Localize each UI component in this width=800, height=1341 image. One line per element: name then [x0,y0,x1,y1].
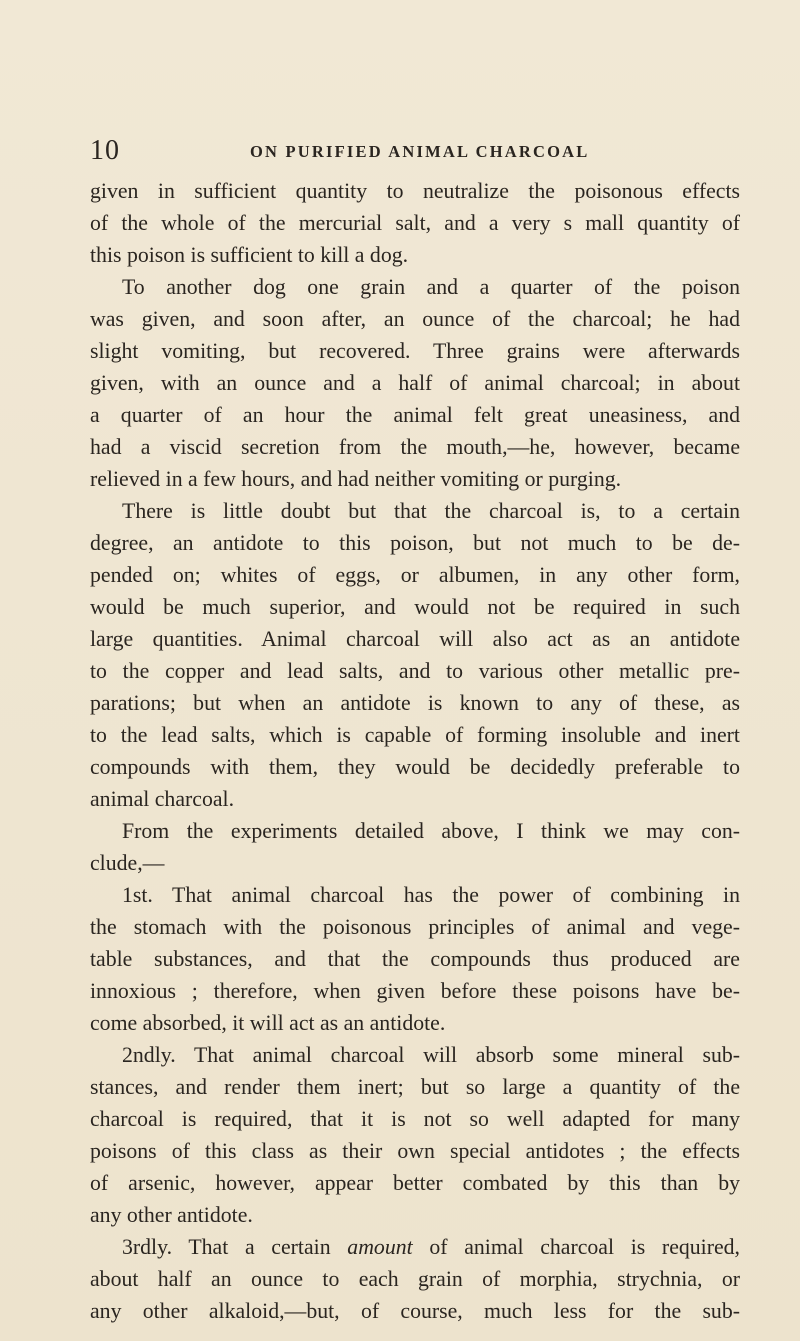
running-title: ON PURIFIED ANIMAL CHARCOAL [250,142,590,161]
text-line: given, with an ounce and a half of animal charcoal; in about [90,371,740,395]
text-line: a quarter of an hour the animal felt great uneasiness, and [90,403,740,427]
text-fragment: 3rdly. That a certain [122,1235,331,1259]
page-header [0,134,800,168]
text-line: given in sufficient quantity to neutralize the poisonous effects [90,179,740,203]
text-line: degree, an antidote to this poison, but not much to be de- [90,531,740,555]
text-line: charcoal is required, that it is not so well adapted for many [90,1107,740,1131]
text-line: compounds with them, they would be decidedly preferable to [90,755,740,779]
text-line: innoxious ; therefore, when given before these poisons have be- [90,979,740,1003]
text-line: any other antidote. [90,1203,253,1227]
text-line: any other alkaloid,—but, of course, much less for the sub- [90,1299,740,1323]
text-line [90,1231,740,1263]
text-line: 2ndly. That animal charcoal will absorb some mineral sub- [122,1043,740,1067]
text-line: 1st. That animal charcoal has the power of combining in [122,883,740,907]
text-line: From the experiments detailed above, I think we may con- [122,819,740,843]
text-line: was given, and soon after, an ounce of the charcoal; he had [90,307,740,331]
text-line: to the lead salts, which is capable of forming insoluble and inert [90,723,740,747]
text-line: to the copper and lead salts, and to various other metallic pre- [90,659,740,683]
text-line: large quantities. Animal charcoal will also act as an antidote [90,627,740,651]
text-line: stances, and render them inert; but so large a quantity of the [90,1075,740,1099]
text-line: parations; but when an antidote is known to any of these, as [90,691,740,715]
text-line: would be much superior, and would not be required in such [90,595,740,619]
text-line: pended on; whites of eggs, or albumen, in any other form, [90,563,740,587]
emphasized-word: amount [347,1235,413,1259]
text-fragment: of animal charcoal is required, [429,1235,740,1259]
text-line: table substances, and that the compounds thus produced are [90,947,740,971]
text-line: of arsenic, however, appear better combated by this than by [90,1171,740,1195]
body-text [90,175,740,1327]
text-line: about half an ounce to each grain of morphia, strychnia, or [90,1267,740,1291]
text-line: To another dog one grain and a quarter of the poison [122,275,740,299]
text-line: the stomach with the poisonous principles of animal and vege- [90,915,740,939]
text-line: There is little doubt but that the charcoal is, to a certain [122,499,740,523]
page-number: 10 [90,135,120,166]
text-line: slight vomiting, but recovered. Three grains were afterwards [90,339,740,363]
text-line: of the whole of the mercurial salt, and a very s mall quantity of [90,211,740,235]
text-line: had a viscid secretion from the mouth,—he, however, became [90,435,740,459]
text-line: come absorbed, it will act as an antidote. [90,1011,446,1035]
text-line: animal charcoal. [90,787,235,811]
text-line: poisons of this class as their own special antidotes ; the effects [90,1139,740,1163]
text-line: this poison is sufficient to kill a dog. [90,243,409,267]
text-line: clude,— [90,851,165,875]
text-line: relieved in a few hours, and had neither vomiting or purging. [90,467,622,491]
